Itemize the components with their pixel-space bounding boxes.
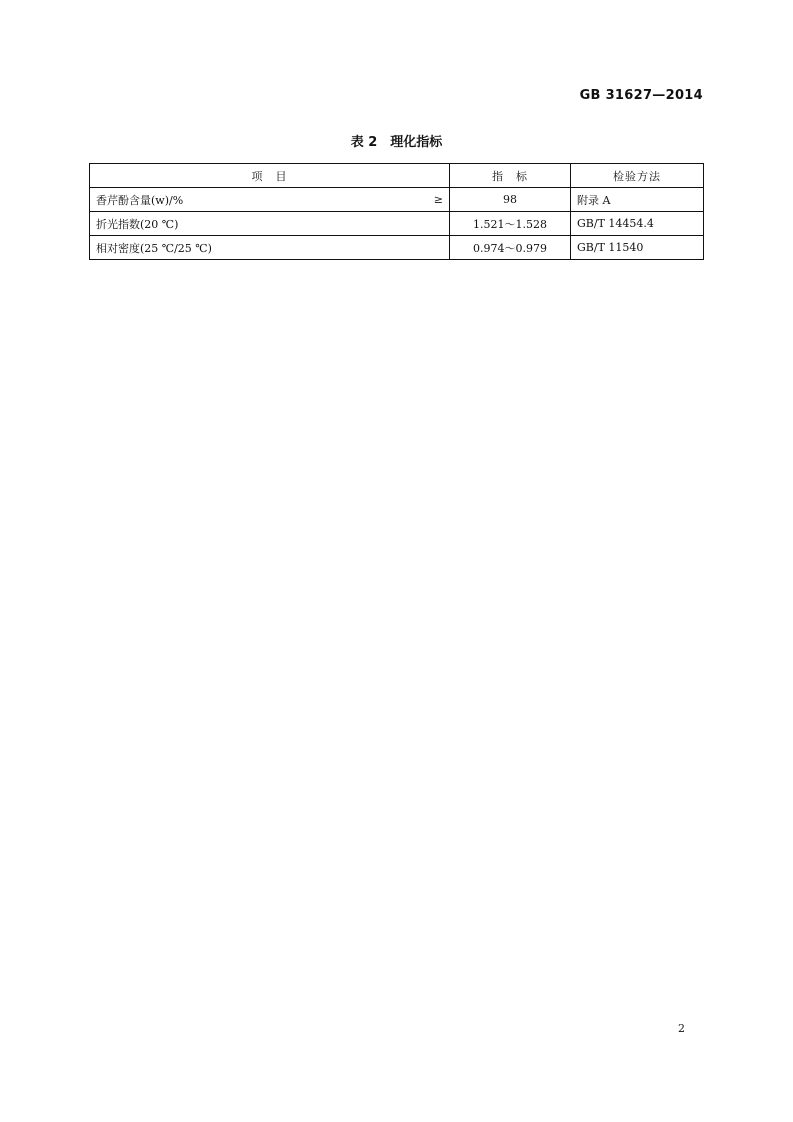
row-item-cell	[90, 188, 450, 212]
column-header-item: 项 目	[90, 164, 450, 188]
table-row	[90, 212, 704, 236]
row-item-cell	[90, 236, 450, 260]
column-header-method: 检验方法	[571, 164, 704, 188]
row-item-label: 相对密度(25 ℃/25 ℃)	[96, 241, 212, 255]
row-qualifier: ≥	[433, 193, 443, 206]
row-method: GB/T 11540	[571, 236, 704, 260]
page-number: 2	[678, 1022, 685, 1035]
row-method: 附录 A	[571, 188, 704, 212]
row-value: 0.974～0.979	[450, 236, 571, 260]
physicochemical-table	[89, 163, 704, 260]
table-row	[90, 236, 704, 260]
row-value: 1.521～1.528	[450, 212, 571, 236]
column-header-indicator: 指 标	[450, 164, 571, 188]
table-header-row	[90, 164, 704, 188]
row-method: GB/T 14454.4	[571, 212, 704, 236]
row-value: 98	[450, 188, 571, 212]
table-title: 表 2 理化指标	[350, 135, 443, 150]
table-row	[90, 188, 704, 212]
row-item-label: 折光指数(20 ℃)	[96, 217, 179, 231]
standard-number: GB 31627—2014	[579, 88, 703, 103]
row-item-cell	[90, 212, 450, 236]
row-item-label: 香芹酚含量(w)/%	[96, 193, 184, 207]
